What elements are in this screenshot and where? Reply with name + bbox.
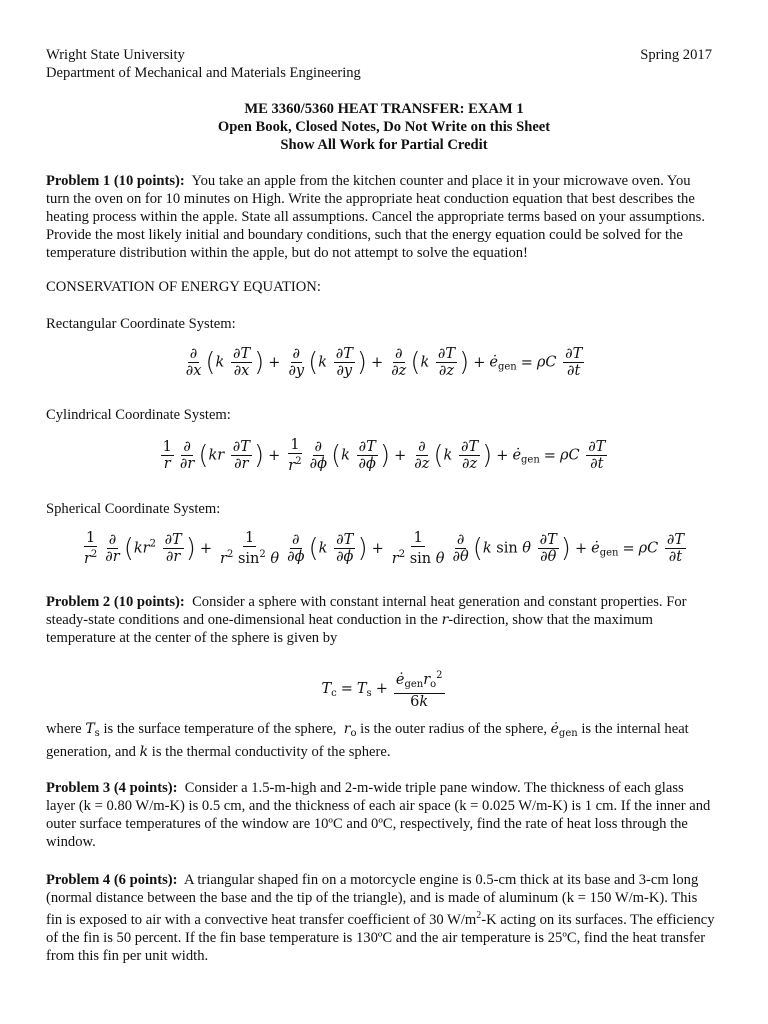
problem-1-label: Problem 1 (10 points): <box>46 173 185 189</box>
title-line-3: Show All Work for Partial Credit <box>280 137 488 153</box>
exam-title <box>0 100 768 154</box>
term: Spring 2017 <box>640 47 712 63</box>
problem-4: Problem 4 (6 points): A triangular shaped fin on a motorcycle engine is 0.5-cm thick at its base and 3-cm long (normal distance between the base and the tip of the triangle), and is made of aluminum (k = 150 W/m-K). This fin is exposed to air with a convective heat transfer coefficient of 30 $W/m^2-K$ acting on its surfaces. The efficiency of the fin is 50 percent. If the fin base temperature is 130ºC and the air temperature is 25ºC, find the heat transfer from this fin per unit width. <box>46 872 715 964</box>
problem-2-where: where $T_s$ is the surface temperature of the sphere, $r_o$ is the outer radius of the sphere, $ė_{gen}$ is the internal heat generation, and k is the thermal conductivity of the sphere. <box>46 721 689 760</box>
university-name: Wright State University <box>46 47 185 63</box>
title-line-2: Open Book, Closed Notes, Do Not Write on this Sheet <box>217 119 551 135</box>
sph-label: Spherical Coordinate System: <box>46 501 221 517</box>
problem-2-label: Problem 2 (10 points): <box>46 594 185 610</box>
problem-4-label: Problem 4 (6 points): <box>46 872 178 888</box>
problem-3-text: Consider a 1.5-m-high and 2-m-wide triple pane window. The thickness of each glass layer (k = 0.80 W/m-K) is 0.5 cm, and the thickness of each air space (k = 0.025 W/m-K) is 1 cm. If the inner and outer surface temperatures of the window are 10ºC and 0ºC, respectively, find the rate of heat loss through the window. <box>46 780 711 850</box>
center-temperature-equation: $T_c = T_s$ + $\frac{ė_{gen}r_o^2}{6k}$ <box>321 670 443 710</box>
problem-2: Problem 2 (10 points): Consider a sphere with constant internal heat generation and constant properties. For steady-state conditions and one-dimensional heat conduction in the r-direction, show that the maximum temperature at the center of the sphere is given by <box>46 594 687 646</box>
header <box>46 46 712 82</box>
problem-3-label: Problem 3 (4 points): <box>46 780 178 796</box>
department-name: Department of Mechanical and Materials Engineering <box>46 65 361 81</box>
spherical-equation: $\frac{1}{r^2}$ $\frac{\partial}{\partial r}$ ($kr^2$ $\frac{\partial T}{\partial r}$ ) + $\frac{1}{r^2 \sin^2 \theta}$ $\frac{\partial}{\partial\phi}$ (k $\frac{\partial T}{\partial\phi}$ ) + $\frac{1}{r^2 \sin \theta}$ $\frac{\partial}{\partial\theta}$ (k sin θ $\frac{\partial T}{\partial\theta}$ ) + $ė_{gen} = \rho C$ $\frac{\partial T}{\partial t}$ <box>83 530 685 567</box>
cyl-label: Cylindrical Coordinate System: <box>46 407 231 423</box>
title-line-1: ME 3360/5360 HEAT TRANSFER: EXAM 1 <box>244 101 524 117</box>
rectangular-equation: $\frac{\partial}{\partial x}$ (k $\frac{\partial T}{\partial x}$ ) + $\frac{\partial}{\partial y}$ (k $\frac{\partial T}{\partial y}$ ) + $\frac{\partial}{\partial z}$ (k $\frac{\partial T}{\partial z}$ ) + $ė_{gen} = \rho C$ $\frac{\partial T}{\partial t}$ <box>185 346 583 379</box>
conservation-heading: CONSERVATION OF ENERGY EQUATION: <box>46 279 321 295</box>
problem-3 <box>46 779 716 851</box>
problem-1-text: You take an apple from the kitchen counter and place it in your microwave oven. You turn the oven on for 10 minutes on High. Write the appropriate heat conduction equation that best describes the heating process within the apple. State all assumptions. Cancel the appropriate terms based on your assumptions. Provide the most likely initial and boundary conditions, such that the energy equation could be solved for the temperature distribution within the apple, but do not attempt to solve the equation! <box>46 173 706 261</box>
cylindrical-equation: $\frac{1}{r}$ $\frac{\partial}{\partial r}$ (kr $\frac{\partial T}{\partial r}$ ) + $\frac{1}{r^2}$ $\frac{\partial}{\partial\phi}$ (k $\frac{\partial T}{\partial\phi}$ ) + $\frac{\partial}{\partial z}$ (k $\frac{\partial T}{\partial z}$ ) + $ė_{gen} = \rho C$ $\frac{\partial T}{\partial t}$ <box>162 437 606 474</box>
problem-1 <box>46 172 716 262</box>
rect-label: Rectangular Coordinate System: <box>46 316 236 332</box>
